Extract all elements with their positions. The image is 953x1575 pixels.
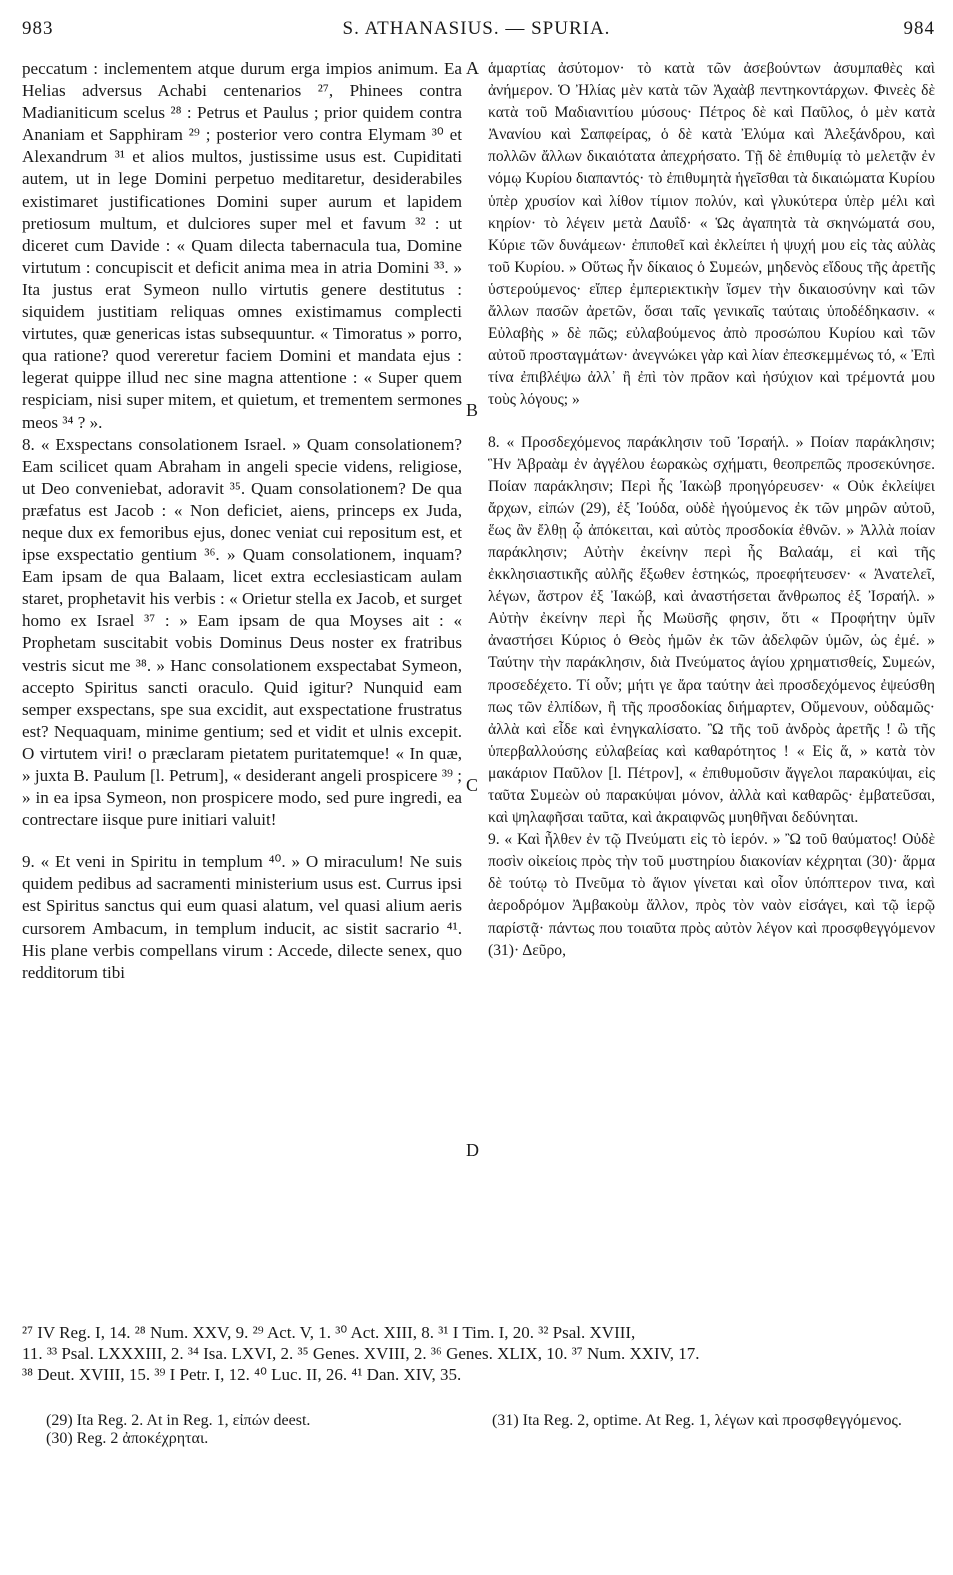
footnotes <box>22 1322 934 1385</box>
greek-paragraph-7: ἁμαρτίας ἀσύτομον· τὸ κατὰ τῶν ἀσεβούντων ἀσυμπαθὲς καὶ ἀνήμερον. Ὁ Ἠλίας μὲν κατὰ τῶν Ἀχαὰβ πεντηκοντάρχων. Φινεὲς δὲ κατὰ τοῦ Μαδιανιτίου μύσους· Πέτρος δὲ καὶ Παῦλος, ὁ μὲν κατὰ Ἀνανίου καὶ Σαπφείρας, ὁ δὲ κατὰ Ἐλύμα καὶ Ἀλεξάνδρου, καὶ πολλῶν ἄλλων δικαιότατα ἀπεχρήσατο. Τῇ δὲ ἐπιθυμίᾳ τὸ μελετᾷν ἐν νόμῳ Κυρίου διαπαντός· τὸ ἐπιθυμητὰ ἡγεῖσθαι τὰ δικαιώματα Κυρίου ὑπὲρ χρυσίον καὶ λίθον τίμιον πολύν, καὶ γλυκύτερα ὑπὲρ μέλι καὶ κηρίον· τὸ λέγειν μετὰ Δαυΐδ· « Ὡς ἀγαπητὰ τὰ σκηνώματά σου, Κύριε τῶν δυνάμεων· ἐπιποθεῖ καὶ ἐκλείπει ἡ ψυχή μου εἰς τὰς αὐλὰς τοῦ Κυρίου. » Οὕτως ἦν δίκαιος ὁ Συμεών, μηδενὸς εἴδους τῆς ἀρετῆς ὑστερούμενος· εἴπερ ἐμπεριεκτικὴν ἴσμεν τὴν δικαιοσύνην καὶ τῶν ἄλλων πασῶν ἀρετῶν, ὅσαι ταῖς γενικαῖς ταύταις ὑποδέδηκασιν. « Εὐλαβὴς » δὲ πῶς; εὐλαβούμενος ἀπὸ προσώπου Κυρίου καὶ τῶν αὐτοῦ προσταγμάτων· ἀνεγνώκει γὰρ καὶ λίαν ἐπεσκεμμένως τό, « Ἐπὶ τίνα ἐπιβλέψω ἀλλ᾽ ἢ ἐπὶ τὸν πρᾶον καὶ ἡσύχιον καὶ τρέμοντά μου τοὺς λόγους; » <box>488 60 935 409</box>
variant-note: (29) Ita Reg. 2. At in Reg. 1, εἰπών deest. <box>46 1412 311 1429</box>
greek-paragraph-9: 9. « Καὶ ἦλθεν ἐν τῷ Πνεύματι εἰς τὸ ἱερόν. » Ὢ τοῦ θαύματος! Οὐδὲ ποσὶν οἰκείοις πρὸς τὴν τοῦ μυστηρίου διακονίαν κέχρηται (30)· ἅρμα δὲ τούτῳ τὸ Πνεῦμα τὸ ἅγιον γίνεται καὶ οἷον ὑπόπτερον τινα, καὶ ἀεροδρόμον Ἀμβακοὺμ ἄλλον, πρὸς τὸν ναὸν εἰσάγει, καὶ τῷ ἱερῷ παρίστᾷ· πάντως που τοιαῦτα πρὸς αὐτὸν λέγον καὶ προσφθεγγόμενον (31)· Δεῦρο, <box>488 831 935 959</box>
footnote-line: ³⁸ Deut. XVIII, 15. ³⁹ I Petr. I, 12. ⁴⁰ Luc. II, 26. ⁴¹ Dan. XIV, 35. <box>22 1365 462 1384</box>
margin-mark-a: A <box>466 58 479 78</box>
greek-paragraph-8: 8. « Προσδεχόμενος παράκλησιν τοῦ Ἰσραήλ. » Ποίαν παράκλησιν; Ἣν Ἀβραὰμ ἐν ἀγγέλου ἑωρακὼς σχήματι, θεοπρεπῶς προσεκύνησε. Ποίαν παράκλησιν; Περὶ ἧς Ἰακὼβ προηγόρευσεν· « Οὐκ ἐκλείψει ἄρχων, εἰπών (29), ἐξ Ἰούδα, οὐδὲ ἡγούμενος ἐκ τῶν μηρῶν αὐτοῦ, ἕως ἂν ἔλθῃ ᾧ ἀπόκειται, καὶ αὐτὸς προσδοκία ἐθνῶν. » Ἀλλὰ ποίαν παράκλησιν; Αὐτὴν ἐκείνην περὶ ἧς Βαλαάμ, εἰ καὶ τῆς ἐκκλησιαστικῆς αὐλῆς ἔξωθεν ἑστηκώς, προεφήτευσεν· « Ἀνατελεῖ, λέγων, ἄστρον ἐξ Ἰακώβ, καὶ ἀναστήσεται ἄνθρωπος ἐξ Ἰσραήλ. » Αὐτὴν ἐκείνην περὶ ἧς Μωϋσῆς φησιν, ὅτι « Προφήτην ὑμῖν ἀναστήσει Κύριος ὁ Θεὸς ἡμῶν ἐκ τῶν ἀδελφῶν ὑμῶν, ὡς ἐμέ. » Ταύτην τὴν παράκλησιν, διὰ Πνεύματος ἁγίου χρηματισθείς, Συμεών, προσεδέχετο. Τί οὖν; μήτι γε ἄρα ταύτην ἀεὶ προσδεχόμενος ἐψεύσθη πως τῶν ἐλπίδων, ἢ τῆς προσδοκίας διήμαρτεν, Οὔμενουν, οὐδαμῶς· ἀλλὰ καὶ εἶδε καὶ ἐνηγκαλίσατο. Ὢ τῆς τοῦ ἀνδρὸς ἀρετῆς ! ὢ τῆς ὑπερβαλλούσης εὐλαβείας καὶ καθαρότητος ! « Εἰς ἅ, » κατὰ τὸν μακάριον Παῦλον [l. Πέτρον], « ἐπιθυμοῦσιν ἄγγελοι παρακύψαι, εἰς ταῦτα Συμεὼν οὐ παρακύψαι μόνον, ἀλλὰ καὶ καθαρῶς· ἐμβατεῦσαι, καὶ ψηλαφῆσαι ταῦτα, καὶ ἀκραιφνῶς μυηθῆναι δεδύνηται. <box>488 433 935 827</box>
footnote-line: ²⁷ IV Reg. I, 14. ²⁸ Num. XXV, 9. ²⁹ Act. V, 1. ³⁰ Act. XIII, 8. ³¹ I Tim. I, 20. ³² Psal. XVIII, <box>22 1323 636 1342</box>
page-header <box>0 18 953 48</box>
variant-note: (31) Ita Reg. 2, optime. At Reg. 1, λέγων καὶ προσφθεγγόμενος. <box>492 1412 902 1429</box>
page-number-left: 983 <box>22 18 54 39</box>
margin-mark-d: D <box>466 1140 479 1160</box>
latin-paragraph-9: 9. « Et veni in Spiritu in templum ⁴⁰. » O miraculum! Ne suis quidem pedibus ad sacramenti ministerium usus est. Currus ipsi est Spiritus sanctus qui eum quasi alatum, vel quasi alium aeris cursorem Ambacum, in templum inducit, ac sistit sacrario ⁴¹. His plane verbis compellans virum : Accede, dilecte senex, quo redditorum tibi <box>22 852 462 982</box>
page-number-right: 984 <box>903 18 935 39</box>
latin-paragraph-7: peccatum : inclementem atque durum erga impios animum. Ea Helias adversus Achabi centenarios ²⁷, Phinees contra Madianiticum scelus ²⁸ : Petrus et Paulus ; prior quidem contra Ananiam et Sapphiram ²⁹ ; posterior vero contra Elymam ³⁰ et Alexandrum ³¹ et alios multos, justissime usus est. Cupiditati autem, ut in lege Domini perpetuo meditaretur, desiderabiles existimaret justificationes Domini super aurum et lapidem pretiosum multum, et dulciores super mel et favum ³² : ut diceret cum Davide : « Quam dilecta tabernacula tua, Domine virtutum : concupiscit et deficit anima mea in atria Domini ³³. » Ita justus erat Symeon nullo virtutis genere destitutus : siquidem justitiam reliquas omnes existimamus complecti virtutes, quæ genericas istas subsequuntur. « Timoratus » porro, qua ratione? quod vereretur faciem Domini et mandata ejus : legerat quippe illud nec sine magna attentione : « Super quem respiciam, nisi super mitem, et quietum, et trementem sermones meos ³⁴ ? ». <box>22 59 462 432</box>
greek-column <box>488 58 935 962</box>
margin-mark-b: B <box>466 400 479 420</box>
latin-paragraph-8: 8. « Exspectans consolationem Israel. » Quam consolationem? Eam scilicet quam Abraham in angeli specie videns, religiose, ut Deo conveniebat, adoravit ³⁵. Quam consolationem? De qua præfatus est Jacob : « Non deficiet, aiens, princeps ex Juda, neque dux ex femoribus ejus, donec veniat cui repositum est, et ipse exspectatio gentium ³⁶. » Quam consolationem, inquam? Eam ipsam de qua Balaam, licet extra ecclesiasticam aulam staret, prophetavit his verbis : « Orietur stella ex Jacob, et surget homo ex Israel ³⁷ : » Eam ipsam de qua Moyses ait : « Prophetam suscitabit vobis Dominus Deus noster ex fratribus vestris sicut me ³⁸. » Hanc consolationem exspectabat Symeon, accepto Spiritus sancti oraculo. Quid igitur? Nunquid eam semper exspectans, spe sua excidit, aut exspectatione frustratus est? Nequaquam, minime gentium; sed et vidit et ulnis excepit. O virtutem viri! o præclaram pietatem puritatemque! « In quæ, » juxta B. Paulum [l. Petrum], « desiderant angeli prospicere ³⁹ ; » in ea ipsa Symeon, non prospicere modo, sed pure ingredi, ea contrectare iisque pure initiari valuit! <box>22 434 462 830</box>
running-title: S. ATHANASIUS. — SPURIA. <box>342 18 611 39</box>
variant-notes-left <box>46 1412 466 1448</box>
margin-mark-c: C <box>466 775 479 795</box>
variant-note: (30) Reg. 2 ἀποκέχρηται. <box>46 1430 209 1447</box>
latin-column <box>22 58 462 984</box>
footnote-line: 11. ³³ Psal. LXXXIII, 2. ³⁴ Isa. LXVI, 2. ³⁵ Genes. XVIII, 2. ³⁶ Genes. XLIX, 10. ³⁷ Num. XXIV, 17. <box>22 1344 700 1363</box>
variant-notes-right <box>492 1412 932 1430</box>
